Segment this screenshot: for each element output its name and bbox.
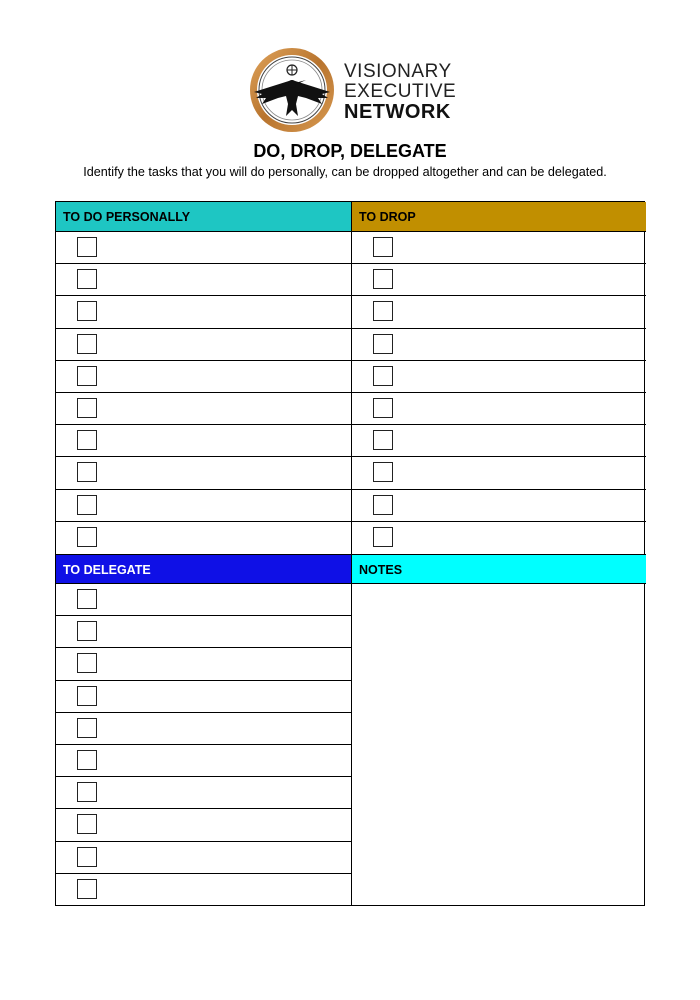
task-checkbox[interactable]	[77, 398, 97, 418]
task-checkbox[interactable]	[77, 269, 97, 289]
task-checkbox[interactable]	[373, 366, 393, 386]
task-row[interactable]	[56, 616, 351, 648]
task-checkbox[interactable]	[77, 589, 97, 609]
task-checkbox[interactable]	[77, 879, 97, 899]
task-checkbox[interactable]	[373, 301, 393, 321]
task-row[interactable]	[56, 584, 351, 616]
task-row[interactable]	[352, 264, 646, 296]
task-checkbox[interactable]	[77, 495, 97, 515]
task-checkbox[interactable]	[77, 334, 97, 354]
task-row[interactable]	[352, 490, 646, 522]
task-row[interactable]	[56, 522, 351, 554]
task-checkbox[interactable]	[77, 301, 97, 321]
task-row[interactable]	[56, 232, 351, 264]
task-checkbox[interactable]	[373, 334, 393, 354]
task-row[interactable]	[352, 393, 646, 425]
task-checkbox[interactable]	[77, 527, 97, 547]
task-row[interactable]	[352, 457, 646, 489]
checkbox-list	[56, 584, 351, 906]
task-row[interactable]	[56, 329, 351, 361]
task-checkbox[interactable]	[77, 430, 97, 450]
task-row[interactable]	[56, 713, 351, 745]
task-row[interactable]	[352, 361, 646, 393]
task-row[interactable]	[56, 393, 351, 425]
task-checkbox[interactable]	[373, 495, 393, 515]
task-row[interactable]	[352, 232, 646, 264]
task-row[interactable]	[56, 490, 351, 522]
task-checkbox[interactable]	[373, 269, 393, 289]
task-checkbox[interactable]	[77, 847, 97, 867]
task-row[interactable]	[56, 648, 351, 680]
task-row[interactable]	[56, 745, 351, 777]
task-row[interactable]	[56, 296, 351, 328]
hummingbird-compass-icon	[248, 46, 336, 134]
brand-line-1: VISIONARY	[344, 61, 452, 82]
task-row[interactable]	[56, 777, 351, 809]
task-row[interactable]	[56, 842, 351, 874]
section-header: TO DELEGATE	[56, 554, 351, 584]
task-row[interactable]	[56, 361, 351, 393]
task-row[interactable]	[56, 681, 351, 713]
section-header: TO DROP	[352, 202, 646, 232]
task-checkbox[interactable]	[77, 782, 97, 802]
section-drop	[351, 202, 646, 554]
section-do-personally	[56, 202, 351, 554]
task-row[interactable]	[56, 874, 351, 906]
task-checkbox[interactable]	[373, 527, 393, 547]
task-row[interactable]	[352, 425, 646, 457]
page-subtitle: Identify the tasks that you will do personally, can be dropped altogether and can be delegated.	[83, 165, 607, 179]
task-checkbox[interactable]	[373, 462, 393, 482]
task-checkbox[interactable]	[77, 686, 97, 706]
task-checkbox[interactable]	[77, 718, 97, 738]
notes-area[interactable]	[352, 584, 646, 906]
task-checkbox[interactable]	[373, 430, 393, 450]
task-checkbox[interactable]	[77, 462, 97, 482]
task-checkbox[interactable]	[77, 814, 97, 834]
checkbox-list	[56, 232, 351, 554]
section-notes	[351, 554, 646, 906]
task-checkbox[interactable]	[77, 237, 97, 257]
task-checkbox[interactable]	[373, 237, 393, 257]
section-header: TO DO PERSONALLY	[56, 202, 351, 232]
section-header: NOTES	[352, 554, 646, 584]
task-row[interactable]	[352, 296, 646, 328]
brand-line-2: EXECUTIVE	[344, 81, 457, 102]
task-grid	[55, 201, 645, 906]
task-row[interactable]	[56, 264, 351, 296]
checkbox-list	[352, 232, 646, 554]
task-row[interactable]	[352, 522, 646, 554]
brand-wordmark	[344, 62, 456, 122]
brand-line-3: NETWORK	[344, 101, 451, 123]
task-checkbox[interactable]	[77, 653, 97, 673]
task-checkbox[interactable]	[77, 366, 97, 386]
task-checkbox[interactable]	[77, 750, 97, 770]
section-delegate	[56, 554, 351, 906]
task-row[interactable]	[56, 425, 351, 457]
task-row[interactable]	[56, 809, 351, 841]
task-row[interactable]	[56, 457, 351, 489]
task-row[interactable]	[352, 329, 646, 361]
page-title: DO, DROP, DELEGATE	[253, 141, 447, 161]
task-checkbox[interactable]	[77, 621, 97, 641]
brand-logo	[248, 46, 458, 136]
task-checkbox[interactable]	[373, 398, 393, 418]
